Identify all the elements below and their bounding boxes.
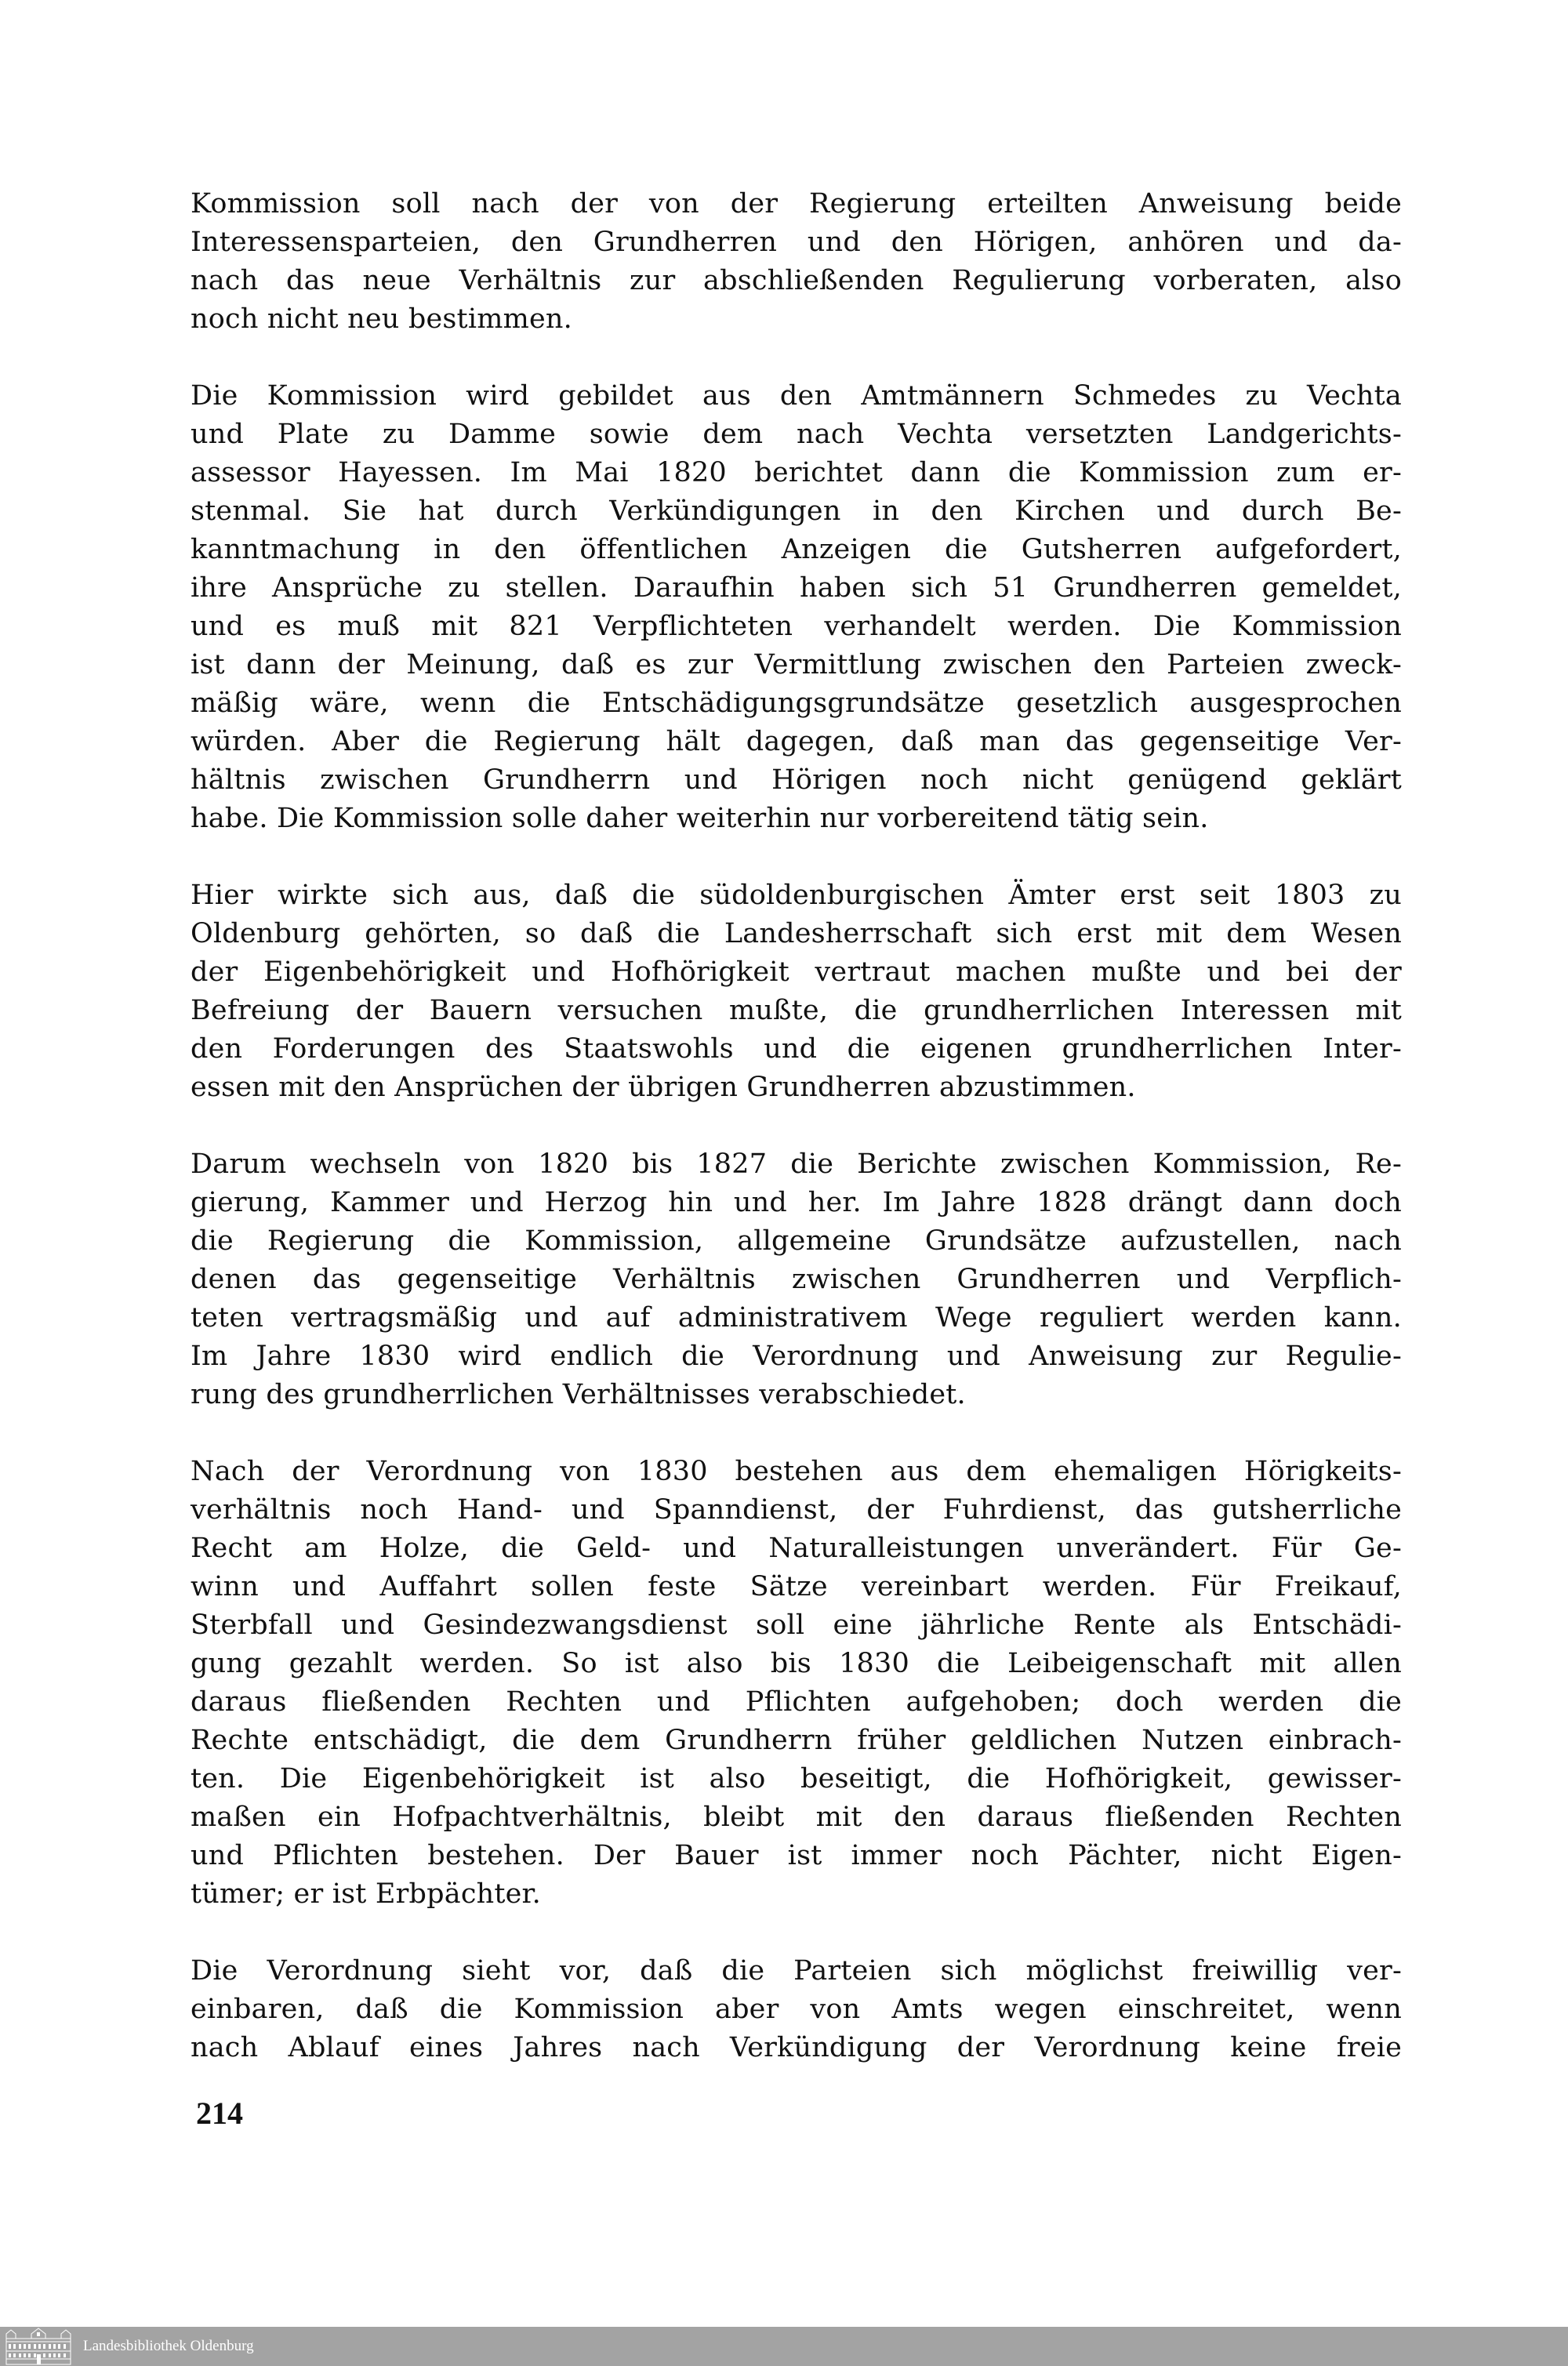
text-line: Im Jahre 1830 wird endlich die Verordnung und Anweisung zur Regulie- [191,1341,1402,1372]
text-line: Rechte entschädigt, die dem Grundherrn früher geldlichen Nutzen einbrach- [191,1725,1402,1756]
text-line: verhältnis noch Hand- und Spanndienst, der Fuhrdienst, das gutsherrliche [191,1494,1402,1526]
text-line: Hier wirkte sich aus, daß die südoldenburgischen Ämter erst seit 1803 zu [191,880,1402,911]
text-line: ihre Ansprüche zu stellen. Daraufhin haben sich 51 Grundherren gemeldet, [191,572,1402,604]
text-line: Interessensparteien, den Grundherren und den Hörigen, anhören und da- [191,227,1402,258]
paragraph [191,1453,1402,1914]
text-line: der Eigenbehörigkeit und Hofhörigkeit vertraut machen mußte und bei der [191,956,1402,988]
text-line: essen mit den Ansprüchen der übrigen Grundherren abzustimmen. [191,1072,1136,1103]
text-line: gierung, Kammer und Herzog hin und her. Im Jahre 1828 drängt dann doch [191,1187,1402,1218]
text-line: Kommission soll nach der von der Regierung erteilten Anweisung beide [191,188,1402,220]
footer-bar [0,2327,1568,2366]
paragraph [191,377,1402,838]
text-line: habe. Die Kommission solle daher weiterhin nur vorbereitend tätig sein. [191,803,1209,834]
text-line: stenmal. Sie hat durch Verkündigungen in den Kirchen und durch Be- [191,495,1402,527]
page-number: 214 [196,2096,243,2131]
text-line: den Forderungen des Staatswohls und die eigenen grundherrlichen Inter- [191,1033,1402,1065]
text-line: assessor Hayessen. Im Mai 1820 berichtet dann die Kommission zum er- [191,457,1402,488]
text-line: Recht am Holze, die Geld- und Naturalleistungen unverändert. Für Ge- [191,1533,1402,1564]
text-line: Nach der Verordnung von 1830 bestehen aus dem ehemaligen Hörigkeits- [191,1456,1402,1487]
text-line: daraus fließenden Rechten und Pflichten aufgehoben; doch werden die [191,1686,1402,1718]
paragraph [191,185,1402,339]
text-line: teten vertragsmäßig und auf administrativem Wege reguliert werden kann. [191,1302,1402,1334]
text-line: ist dann der Meinung, daß es zur Vermittlung zwischen den Parteien zweck- [191,649,1402,680]
text-line: Darum wechseln von 1820 bis 1827 die Berichte zwischen Kommission, Re- [191,1149,1402,1180]
text-line: hältnis zwischen Grundherrn und Hörigen noch nicht genügend geklärt [191,764,1402,796]
text-line: würden. Aber die Regierung hält dagegen, daß man das gegenseitige Ver- [191,726,1402,757]
text-line: mäßig wäre, wenn die Entschädigungsgrundsätze gesetzlich ausgesprochen [191,688,1402,719]
text-line: ten. Die Eigenbehörigkeit ist also beseitigt, die Hofhörigkeit, gewisser- [191,1763,1402,1794]
text-line: Oldenburg gehörten, so daß die Landesherrschaft sich erst mit dem Wesen [191,918,1402,949]
text-line: Sterbfall und Gesindezwangsdienst soll eine jährliche Rente als Entschädi- [191,1609,1402,1641]
library-name: Landesbibliothek Oldenburg [83,2338,254,2354]
text-line: maßen ein Hofpachtverhältnis, bleibt mit den daraus fließenden Rechten [191,1802,1402,1833]
text-line: kanntmachung in den öffentlichen Anzeigen die Gutsherren aufgefordert, [191,534,1402,565]
text-line: winn und Auffahrt sollen feste Sätze vereinbart werden. Für Freikauf, [191,1571,1402,1602]
text-line: noch nicht neu bestimmen. [191,303,572,335]
text-line: und es muß mit 821 Verpflichteten verhandelt werden. Die Kommission [191,611,1402,642]
text-line: Die Kommission wird gebildet aus den Amtmännern Schmedes zu Vechta [191,380,1402,412]
text-line: nach das neue Verhältnis zur abschließenden Regulierung vorberaten, also [191,265,1402,296]
text-line: nach Ablauf eines Jahres nach Verkündigung der Verordnung keine freie [191,2032,1402,2063]
text-line: einbaren, daß die Kommission aber von Amts wegen einschreitet, wenn [191,1994,1402,2025]
library-building-icon [5,2328,72,2365]
text-line: Befreiung der Bauern versuchen mußte, die grundherrlichen Interessen mit [191,995,1402,1026]
text-line: tümer; er ist Erbpächter. [191,1878,541,1910]
text-line: und Pflichten bestehen. Der Bauer ist immer noch Pächter, nicht Eigen- [191,1840,1402,1871]
text-line: rung des grundherrlichen Verhältnisses verabschiedet. [191,1379,966,1410]
text-line: die Regierung die Kommission, allgemeine Grundsätze aufzustellen, nach [191,1225,1402,1257]
paragraph [191,1145,1402,1414]
text-line: Die Verordnung sieht vor, daß die Parteien sich möglichst freiwillig ver- [191,1955,1402,1987]
document-body [191,185,1402,2106]
paragraph [191,876,1402,1107]
text-line: gung gezahlt werden. So ist also bis 1830 die Leibeigenschaft mit allen [191,1648,1402,1679]
text-line: denen das gegenseitige Verhältnis zwischen Grundherren und Verpflich- [191,1264,1402,1295]
text-line: und Plate zu Damme sowie dem nach Vechta versetzten Landgerichts- [191,419,1402,450]
paragraph [191,1952,1402,2067]
